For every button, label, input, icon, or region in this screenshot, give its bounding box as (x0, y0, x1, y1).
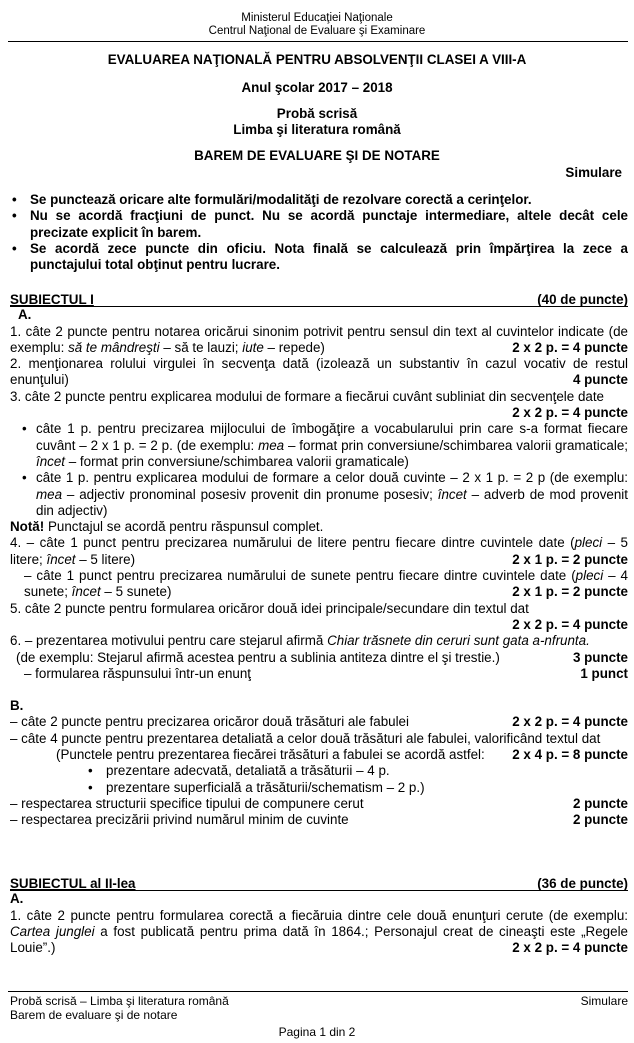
item-6b: – formularea răspunsului într-un enunţ 1 punct (24, 665, 628, 681)
s2-item-1-score: 2 x 2 p. = 4 puncte (512, 940, 628, 956)
item-5: 5. câte 2 puncte pentru formularea oricăror două idei principale/secundare din textul dat 2 x 2 p. = 4 puncte (10, 600, 628, 632)
item-6b-score: 1 punct (580, 665, 628, 681)
subject-2-points: (36 de puncte) (537, 876, 628, 891)
general-rules (10, 192, 628, 273)
center-name: Centrul Naţional de Evaluare şi Examinare (208, 25, 426, 37)
b-item-3: – respectarea structurii specifice tipului de compunere cerut 2 puncte (10, 795, 628, 811)
b-item-2-sub-2: • prezentare superficială a trăsăturii/schematism – 2 p.) (88, 779, 425, 795)
footer (10, 994, 628, 1022)
subject-label: Limba şi literatura română (233, 122, 401, 137)
s2-part-a-label: A. (10, 891, 24, 907)
barem-title: BAREM DE EVALUARE ŞI DE NOTARE (194, 148, 440, 163)
school-year: Anul şcolar 2017 – 2018 (241, 80, 393, 95)
b-item-4: – respectarea precizării privind numărul minim de cuvinte 2 puncte (10, 812, 628, 828)
item-1: 1. câte 2 puncte pentru notarea oricărui sinonim potrivit pentru sensul din text al cuvintelor indicate (de exemplu: să te mândreşti – să te lauzi; iute – repede) 2 x 2 p. = 4 puncte (10, 323, 628, 355)
simulare-label: Simulare (565, 165, 622, 180)
rule-item: • Nu se acordă fracţiuni de punct. Nu se acordă punctaje intermediare, altele decât cele precizate explicit în barem. (12, 208, 628, 240)
b-item-2: – câte 4 puncte pentru prezentarea detaliată a celor două trăsături ale fabulei, valorificând textul dat 2 x 4 p. = 8 puncte (10, 730, 628, 763)
item-4b: – câte 1 punct pentru precizarea numărului de sunete pentru fiecare dintre cuvintele date (pleci – 4 sunete; încet – 5 sunete) 2 x 1 p. = 2 puncte (24, 568, 628, 600)
subject-2-title: SUBIECTUL al II-lea (10, 876, 136, 891)
item-1-score: 2 x 2 p. = 4 puncte (512, 339, 628, 355)
document-header (0, 0, 634, 38)
part-a-label: A. (18, 307, 32, 323)
item-2-score: 4 puncte (572, 372, 628, 388)
exam-title: EVALUAREA NAŢIONALĂ PENTRU ABSOLVENŢII CLASEI A VIII-A (107, 52, 527, 67)
item-3-bullet-2: • câte 1 p. pentru explicarea modului de formare a celor două cuvinte – 2 x 1 p. = 2 p (de exemplu: mea – adjectiv pronominal posesiv provenit din pronume posesiv; încet – adverb de mod provenit din adjectiv) (22, 470, 629, 518)
subject-1-title: SUBIECTUL I (10, 292, 94, 307)
footer-divider (8, 991, 628, 992)
s2-item-1: 1. câte 2 puncte pentru formularea corectă a fiecăruia dintre cele două enunţuri cerute (de exemplu: Cartea junglei a fost publicată pentru prima dată în 1864.; Personajul creat de cineaşti este „Regele Louie”.) 2 x 2 p. = 4 puncte (10, 907, 628, 956)
footer-left-2: Barem de evaluare şi de notare (10, 1008, 178, 1022)
footer-right: Simulare (580, 994, 628, 1008)
b-item-2-score: 2 x 4 p. = 8 puncte (512, 747, 628, 763)
b-item-3-score: 2 puncte (572, 795, 628, 811)
b-item-1: – câte 2 puncte pentru precizarea oricăror două trăsături ale fabulei 2 x 2 p. = 4 puncte (10, 714, 628, 730)
page-number: Pagina 1 din 2 (278, 1025, 356, 1039)
b-item-4-score: 2 puncte (572, 812, 628, 828)
note: Notă! Punctajul se acordă pentru răspunsul complet. (10, 519, 324, 535)
item-6a-score: 3 puncte (572, 649, 628, 665)
rule-item: • Se acordă zece puncte din oficiu. Nota finală se calculează prin împărţirea la zece a punctajului total obţinut pentru lucrare. (12, 240, 628, 273)
subject-1-points: (40 de puncte) (537, 292, 628, 307)
item-5-score: 2 x 2 p. = 4 puncte (512, 616, 628, 632)
item-6a: 6. – prezentarea motivului pentru care stejarul afirmă Chiar trăsnete din ceruri sunt gata a-nfrunta. (10, 633, 590, 649)
subject-1 (10, 292, 628, 829)
subject-2 (10, 876, 628, 956)
item-3-bullet-1: • câte 1 p. pentru precizarea mijlocului de îmbogăţire a vocabularului prin care s-a format fiecare cuvânt – 2 x 1 p. = 2 p. (de exemplu: mea – format prin conversiune/schimbarea valorii gramaticale; încet – format prin conversiune/schimbarea valorii gramaticale) (22, 421, 628, 469)
b-item-2-sub-1: • prezentare adecvată, detaliată a trăsăturii – 4 p. (88, 763, 390, 779)
item-3-score: 2 x 2 p. = 4 puncte (512, 405, 628, 421)
item-4b-score: 2 x 1 p. = 2 puncte (512, 584, 628, 600)
ministry-name: Ministerul Educaţiei Naţionale (241, 12, 393, 24)
rule-item: • Se punctează oricare alte formulări/modalităţi de rezolvare corectă a cerinţelor. (12, 192, 532, 207)
test-type (0, 106, 634, 138)
item-6a-example: (de exemplu: Stejarul afirmă acestea pentru a sublinia antiteza dintre el şi trestie.) 3 puncte (16, 649, 628, 665)
b-item-1-score: 2 x 2 p. = 4 puncte (512, 714, 628, 730)
proba-label: Probă scrisă (276, 106, 358, 121)
header-divider (8, 41, 628, 42)
item-2: 2. menţionarea rolului virgulei în secvenţa dată (izolează un substantiv în cazul vocativ de restul enunţului) 4 puncte (10, 356, 628, 388)
item-3: 3. câte 2 puncte pentru explicarea modului de formare a fiecărui cuvânt subliniat din secvenţele date 2 x 2 p. = 4 puncte (10, 388, 628, 421)
footer-left-1: Probă scrisă – Limba şi literatura română (10, 994, 229, 1008)
b-item-2-note: (Punctele pentru prezentarea fiecărei trăsături a fabulei se acordă astfel: (56, 747, 485, 763)
item-4a: 4. – câte 1 punct pentru precizarea numărului de litere pentru fiecare dintre cuvintele date (pleci – 5 litere; încet – 5 litere) 2 x 1 p. = 2 puncte (10, 535, 628, 567)
part-b-label: B. (10, 698, 24, 714)
item-4a-score: 2 x 1 p. = 2 puncte (512, 551, 628, 567)
